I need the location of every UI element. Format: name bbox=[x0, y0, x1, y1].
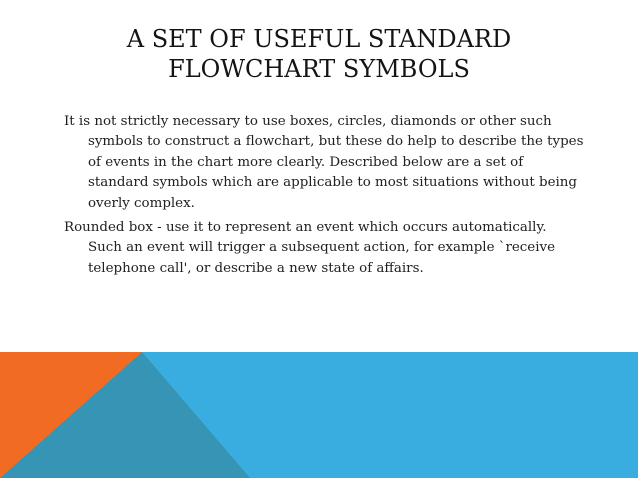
slide-body bbox=[64, 112, 584, 283]
decorative-banner bbox=[0, 352, 638, 478]
body-paragraph-rounded-box: Rounded box - use it to represent an event which occurs automatically. Such an event will trigger a subsequent action, for example `receive telephone call', or describe a new state of affairs. bbox=[64, 220, 555, 276]
slide-title: A SET OF USEFUL STANDARD FLOWCHART SYMBOLS bbox=[126, 25, 512, 83]
body-paragraph-intro: It is not strictly necessary to use boxes, circles, diamonds or other such symbols to construct a flowchart, but these do help to describe the types of events in the chart more clearly. Described below are a set of standard symbols which are applicable to most situations without being overly complex. bbox=[64, 114, 584, 211]
